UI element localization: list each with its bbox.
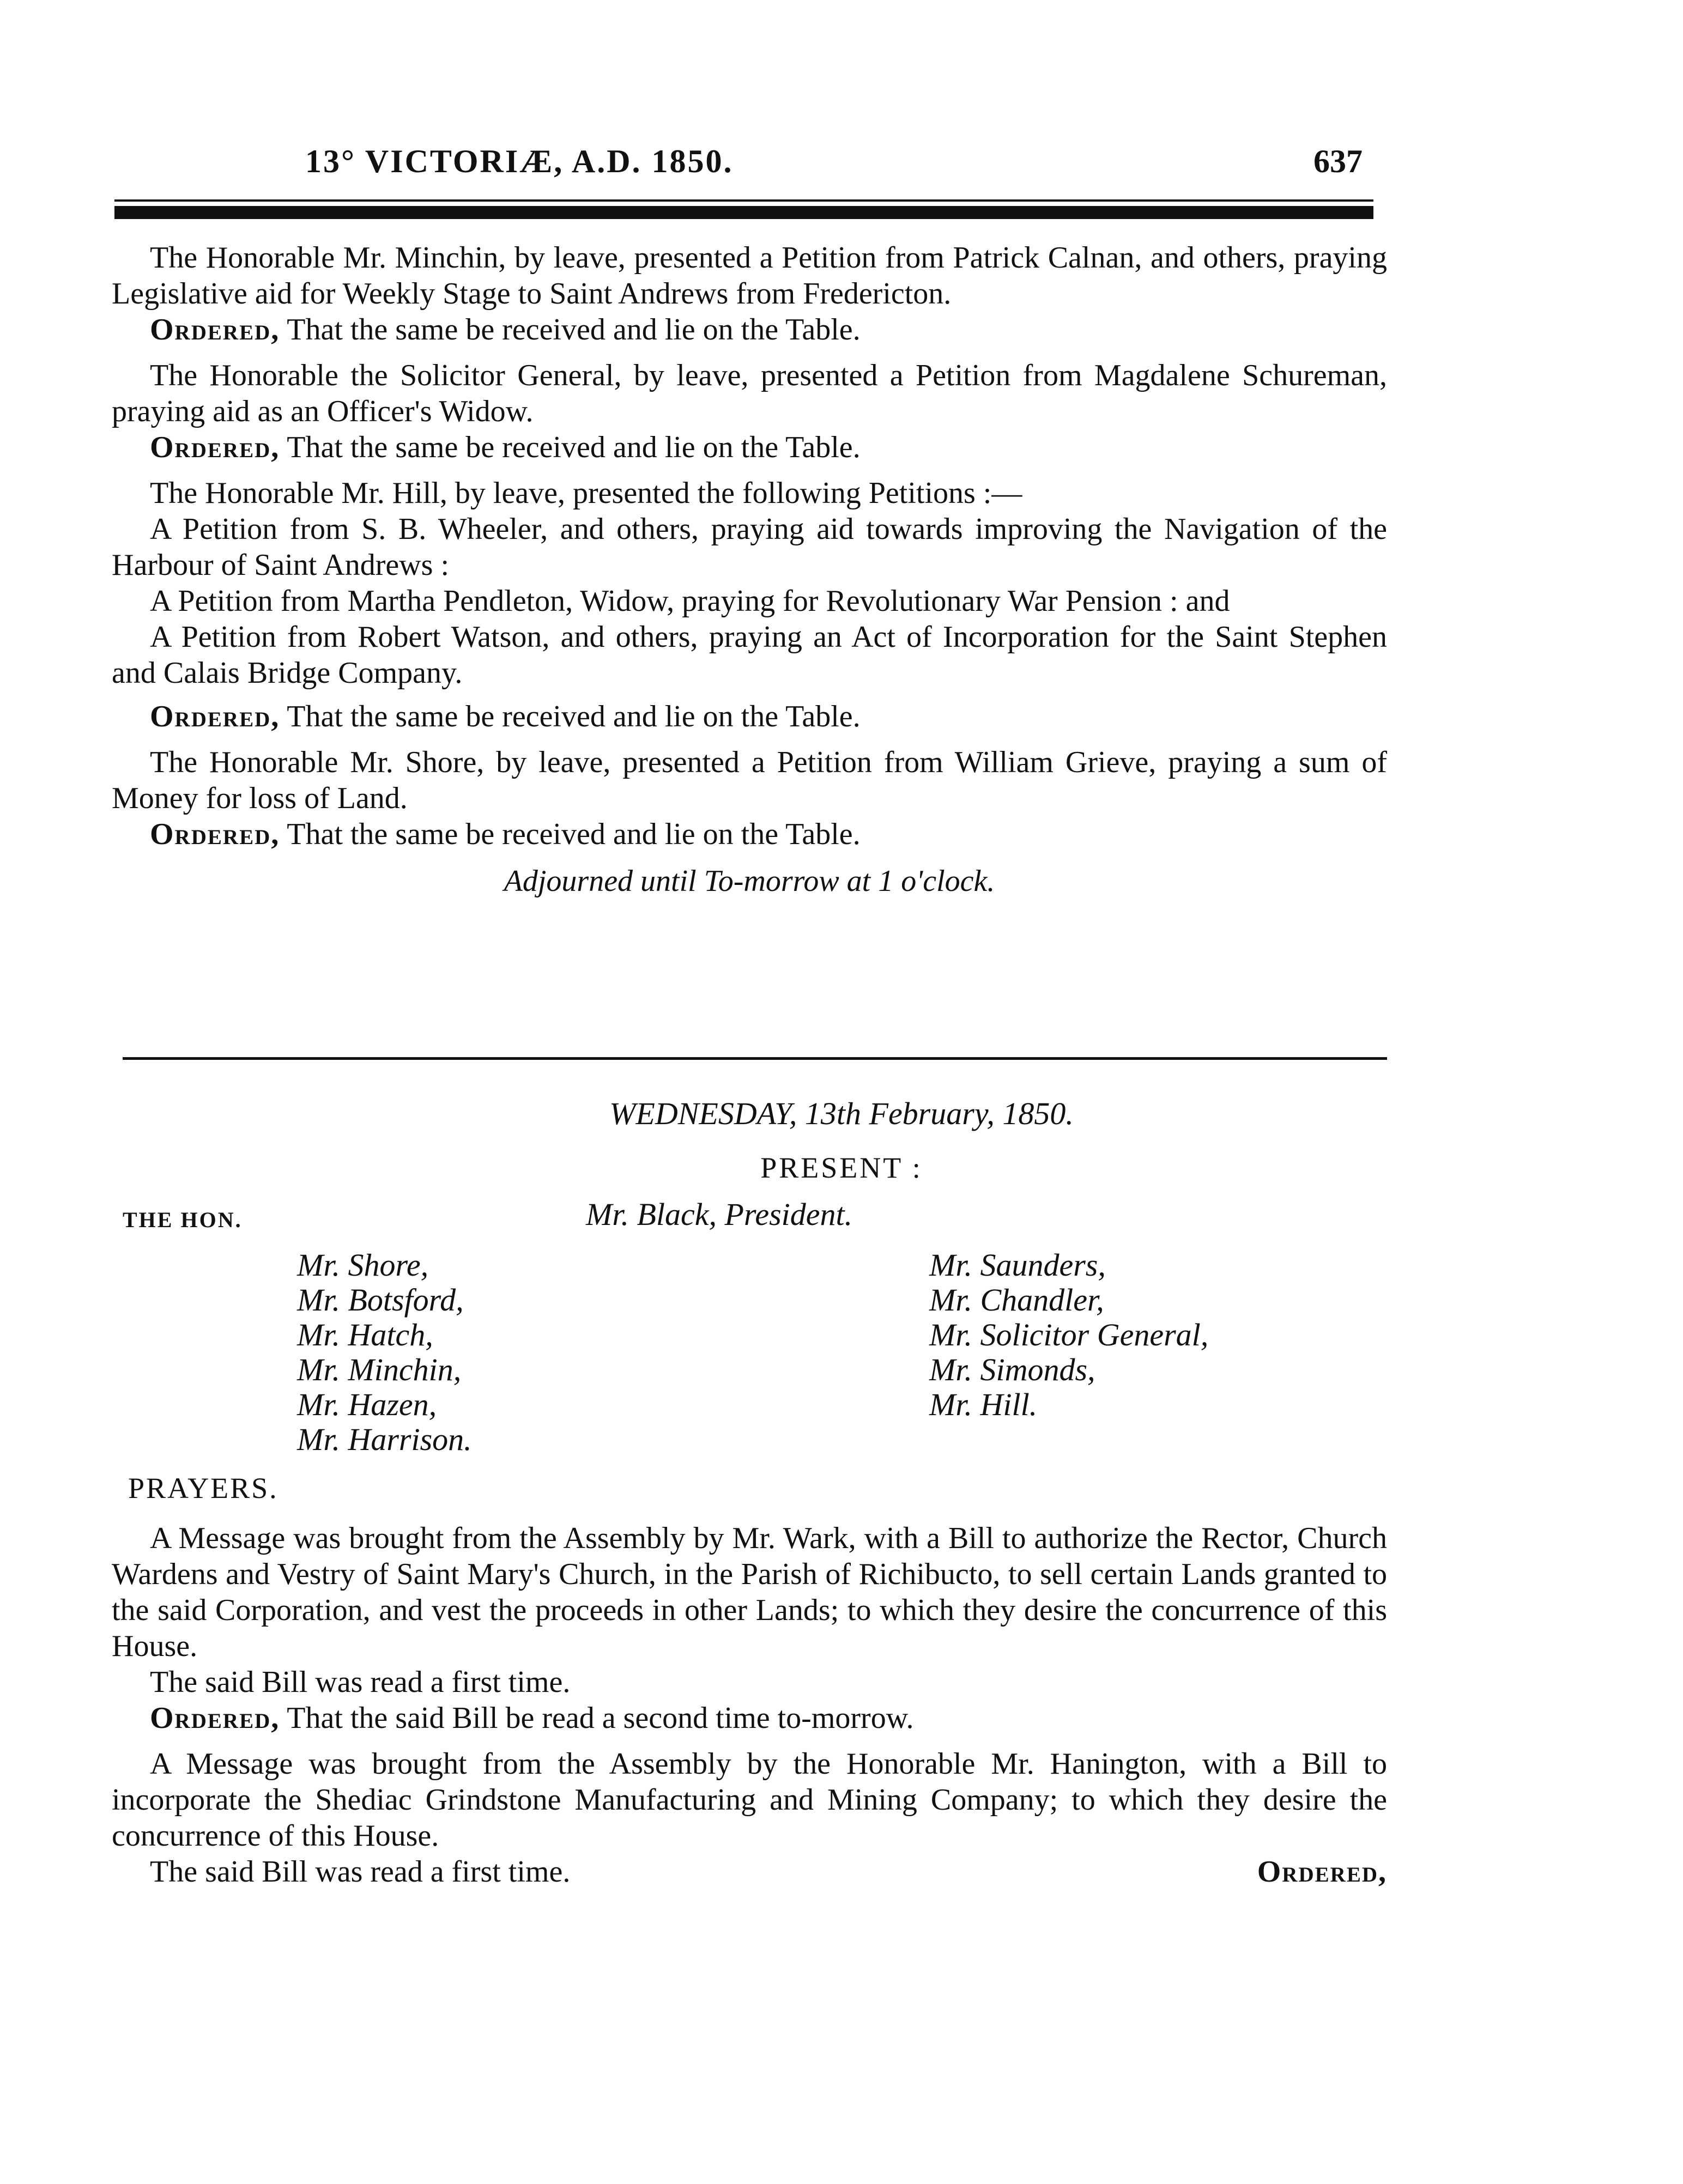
solicitor-general-petition: The Honorable the Solicitor General, by leave, presented a Petition from Magdalene Schureman, praying aid as an Officer's Widow. bbox=[112, 359, 1387, 428]
ordered-keyword: Ordered, bbox=[150, 1701, 280, 1735]
member-name: Mr. Harrison. bbox=[297, 1422, 472, 1457]
member-name: Mr. Saunders, bbox=[929, 1247, 1106, 1283]
catchword: Ordered, bbox=[1257, 1855, 1387, 1889]
the-hon-label: THE HON. bbox=[123, 1208, 243, 1232]
ordered-text: That the same be received and lie on the Table. bbox=[287, 430, 861, 464]
member-name: Mr. Simonds, bbox=[929, 1352, 1095, 1387]
members-list-right bbox=[929, 1248, 1208, 1422]
minchin-petition: The Honorable Mr. Minchin, by leave, presented a Petition from Patrick Calnan, and others, praying Legislative aid for Weekly Stage to Saint Andrews from Fredericton. bbox=[112, 241, 1387, 311]
ordered-text: That the same be received and lie on the Table. bbox=[287, 313, 861, 347]
proceedings-bottom bbox=[112, 1520, 1387, 1890]
ordered-keyword: Ordered, bbox=[150, 313, 280, 347]
proceedings-top bbox=[112, 240, 1387, 899]
member-name: Mr. Minchin, bbox=[297, 1352, 462, 1387]
shore-petition: The Honorable Mr. Shore, by leave, presented a Petition from William Grieve, praying a sum of Money for loss of Land. bbox=[112, 745, 1387, 815]
member-name: Mr. Botsford, bbox=[297, 1282, 464, 1318]
ordered-line bbox=[150, 429, 1387, 465]
hill-petition-item: A Petition from Robert Watson, and others, praying an Act of Incorporation for the Saint Stephen and Calais Bridge Company. bbox=[112, 620, 1387, 690]
prayers-heading: PRAYERS. bbox=[128, 1472, 279, 1504]
adjournment-line: Adjourned until To-morrow at 1 o'clock. bbox=[504, 864, 995, 898]
page-number: 637 bbox=[1313, 143, 1363, 179]
ordered-line bbox=[150, 312, 1387, 348]
first-reading-line-with-catchword bbox=[150, 1854, 1387, 1890]
ordered-line bbox=[150, 816, 1387, 852]
ordered-text: That the said Bill be read a second time to-morrow. bbox=[287, 1701, 914, 1735]
hill-intro: The Honorable Mr. Hill, by leave, presented the following Petitions :— bbox=[150, 476, 1022, 510]
member-name: Mr. Shore, bbox=[297, 1247, 429, 1283]
ordered-keyword: Ordered, bbox=[150, 817, 280, 851]
present-heading: PRESENT : bbox=[760, 1151, 923, 1184]
member-name: Mr. Hill. bbox=[929, 1387, 1038, 1422]
president-line: Mr. Black, President. bbox=[586, 1197, 853, 1232]
member-name: Mr. Hatch, bbox=[297, 1317, 433, 1352]
members-list-left bbox=[297, 1248, 472, 1457]
ordered-text: That the same be received and lie on the Table. bbox=[287, 700, 861, 733]
wark-message: A Message was brought from the Assembly by Mr. Wark, with a Bill to authorize the Rector, Church Wardens and Vestry of Saint Mary's Church, in the Parish of Richibucto, to sell certain Lands granted to the said Corporation, and vest the proceeds in other Lands; to which they desire the concurrence of this House. bbox=[112, 1521, 1387, 1663]
member-name: Mr. Chandler, bbox=[929, 1282, 1104, 1318]
member-name: Mr. Hazen, bbox=[297, 1387, 437, 1422]
hanington-message: A Message was brought from the Assembly by the Honorable Mr. Hanington, with a Bill to incorporate the Shediac Grindstone Manufacturing and Mining Company; to which they desire the concurrence of this House. bbox=[112, 1747, 1387, 1853]
hill-petition-item: A Petition from S. B. Wheeler, and others, praying aid towards improving the Navigation of the Harbour of Saint Andrews : bbox=[112, 512, 1387, 582]
ordered-keyword: Ordered, bbox=[150, 700, 280, 733]
first-reading-line: The said Bill was read a first time. bbox=[150, 1665, 571, 1699]
ordered-line bbox=[150, 699, 1387, 735]
header-rule-thin bbox=[114, 199, 1373, 202]
hill-petition-item: A Petition from Martha Pendleton, Widow, praying for Revolutionary War Pension : and bbox=[150, 584, 1230, 618]
member-name: Mr. Solicitor General, bbox=[929, 1317, 1209, 1352]
section-divider bbox=[123, 1057, 1387, 1060]
sitting-date: WEDNESDAY, 13th February, 1850. bbox=[609, 1096, 1074, 1131]
running-header-title: 13° VICTORIÆ, A.D. 1850. bbox=[305, 143, 734, 179]
ordered-text: That the same be received and lie on the Table. bbox=[287, 817, 861, 851]
ordered-line bbox=[150, 1700, 1387, 1736]
header-rule-thick bbox=[114, 206, 1373, 219]
first-reading-line: The said Bill was read a first time. bbox=[150, 1855, 571, 1889]
ordered-keyword: Ordered, bbox=[150, 430, 280, 464]
